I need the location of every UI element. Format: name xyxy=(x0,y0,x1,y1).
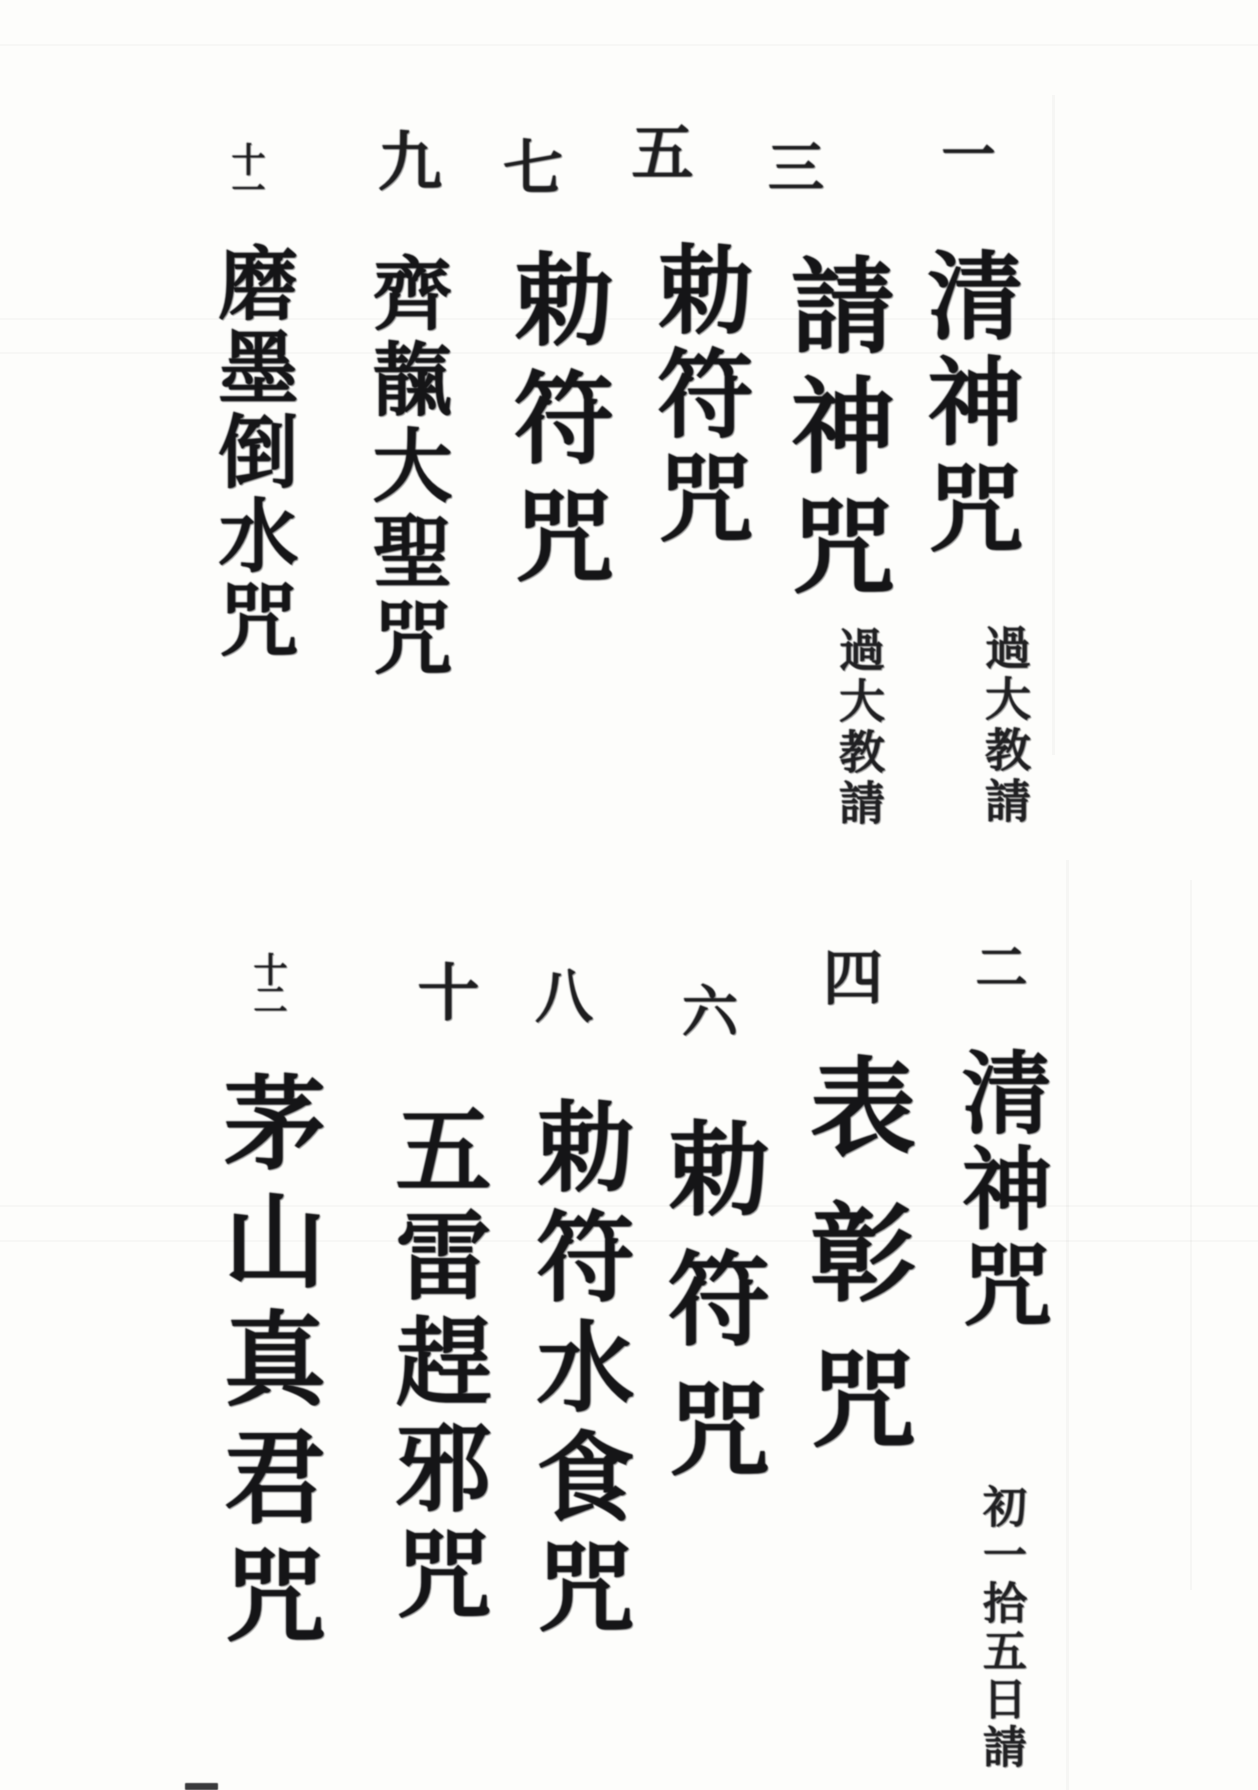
entry-1-note: 過大教請 xyxy=(978,624,1032,828)
entry-12-title: 茅山真君咒 xyxy=(207,1070,327,1660)
entry-6-title: 勅符咒 xyxy=(651,1116,771,1506)
entry-1-title: 清神咒 xyxy=(912,246,1025,564)
entry-2-title: 清神咒 xyxy=(946,1046,1052,1334)
entry-8-title: 勅符水食咒 xyxy=(520,1096,635,1646)
entry-10-number: 十 xyxy=(407,960,480,1022)
scan-seam xyxy=(1190,880,1192,1590)
entry-5-title: 勅符咒 xyxy=(642,240,755,552)
entry-7-title: 勅符咒 xyxy=(497,248,615,602)
scan-edge-artifact xyxy=(185,1783,218,1790)
entry-3-note: 過大教請 xyxy=(832,626,886,830)
entry-11-number: 十一 xyxy=(225,142,265,202)
scan-seam xyxy=(1066,860,1069,1790)
entry-5-number: 五 xyxy=(621,120,694,182)
entry-12-number: 十二 xyxy=(247,952,287,1012)
entry-3-title: 請神咒 xyxy=(773,252,896,612)
entry-2-number: 二 xyxy=(966,940,1027,992)
entry-1-number: 一 xyxy=(933,126,997,180)
scan-band xyxy=(0,318,1258,320)
entry-4-title: 表彰咒 xyxy=(793,1052,918,1490)
entry-11-title: 磨墨倒水咒 xyxy=(205,242,299,662)
entry-3-number: 三 xyxy=(759,138,825,194)
scan-band xyxy=(0,44,1258,46)
entry-2-note: 初一拾五日請 xyxy=(975,1484,1026,1772)
scan-seam xyxy=(1052,95,1055,755)
entry-7-number: 七 xyxy=(493,136,563,196)
scan-band xyxy=(0,352,1258,354)
entry-10-title: 五雷趕邪咒 xyxy=(380,1100,493,1630)
entry-6-number: 六 xyxy=(673,982,739,1038)
entry-8-number: 八 xyxy=(525,966,593,1024)
entry-9-title: 齊靝大聖咒 xyxy=(359,252,453,682)
entry-9-number: 九 xyxy=(367,128,442,192)
entry-4-number: 四 xyxy=(813,946,883,1006)
